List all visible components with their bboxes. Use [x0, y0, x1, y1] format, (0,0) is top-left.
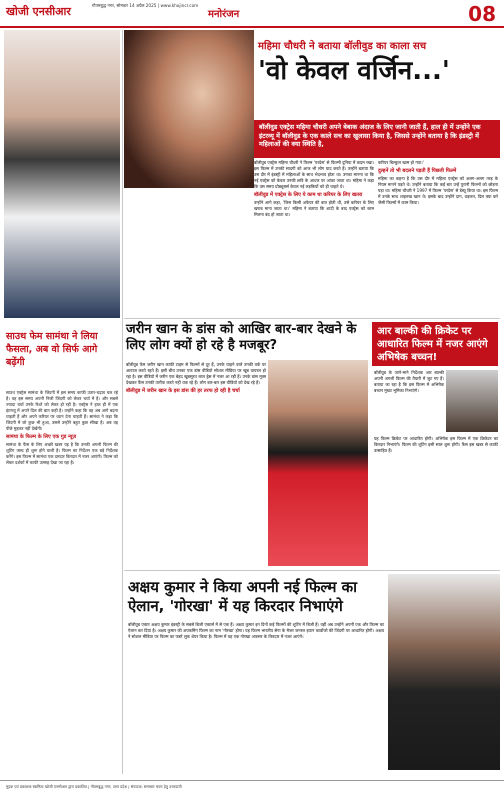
akshay-headline: अक्षय कुमार ने किया अपनी नई फिल्म का ऐलान, 'गोरखा' में यह किरदार निभाएंगे	[128, 578, 358, 615]
left-headline: साउथ फेम सामंथा ने लिया फैसला, अब वो सिर्फ आगे बढ़ेंगी	[6, 331, 98, 368]
left-body	[6, 390, 118, 466]
page-header	[0, 0, 504, 28]
left-body-text: साउथ एक्ट्रेस सामंथा के जिंदगी में इस समय काफी उतार-चढ़ाव चल रहे हैं। वह इस समय अपनी निजी जिंदगी को लेकर चर्चा में है। और सबसे ज्यादा चर्चा उनके रिश्ते को लेकर हो रही है। एक्ट्रेस ने हाल ही में एक इंटरव्यू में अपने दिल की बात कही है। उन्होंने कहा कि वह अब आगे बढ़ना चाहती हैं और अपने करियर पर ध्यान देना चाहती हैं। सामंथा ने कहा कि जिंदगी में जो कुछ भी हुआ, उससे उन्होंने बहुत कुछ सीखा है। अब वह पीछे मुड़कर नहीं देखेंगी।	[6, 390, 118, 431]
abhishek-photo	[446, 370, 498, 432]
newspaper-logo: खोजी एनसीआर	[6, 5, 71, 18]
page-number: 08	[468, 2, 496, 26]
left-body-text-2: सामंथा के फैंस के लिए अच्छी खबर यह है कि उनकी अगली फिल्म की शूटिंग जल्द ही शुरू होने वाली है। फिल्म का निर्देशन एक बड़े निर्देशक करेंगे। इस फिल्म में सामंथा एक दमदार किरदार में नजर आएंगी। फिल्म को लेकर दर्शकों में काफी उत्साह देखा जा रहा है।	[6, 442, 118, 465]
lead-subhead-2: दुल्हनें तो भी बदलने पड़ती हैं पिछली फिल्में	[378, 168, 457, 174]
abhishek-headline: आर बाल्की की क्रिकेट पर आधारित फिल्म में नजर आएंगे अभिषेक बच्चन!	[372, 322, 498, 366]
horizontal-divider-2	[124, 570, 500, 571]
zareen-headline: जरीन खान के डांस को आखिर बार-बार देखने के लिए लोग क्यों हो रहे है मजबूर?	[126, 322, 357, 353]
dateline: गौतमबुद्ध नगर, सोमवार 14 अप्रैल 2025 | www.khojincr.com	[92, 3, 199, 8]
samantha-photo	[4, 30, 120, 318]
lead-summary: बॉलीवुड एक्ट्रेस महिमा चौधरी अपने बेबाक अंदाज के लिए जानी जाती हैं, हाल ही में उन्होंने एक इंटरव्यू में बॉलीवुड के एक काले सच का खुलासा किया है, जिससे उन्होंने बताया है कि इंडस्ट्री में महिलाओं की क्या स्थिति है,	[254, 120, 500, 158]
abhishek-body-2: यह फिल्म क्रिकेट पर आधारित होगी। अभिषेक इस फिल्म में एक क्रिकेटर का किरदार निभाएंगे। फिल्म की शूटिंग इसी साल शुरू होगी। फैंस इस खबर से काफी उत्साहित हैं।	[374, 436, 498, 453]
zareen-body-text: बॉलीवुड फेम जरीन खान काफी टाइम से फिल्मों से दूर हैं, उनके चाहने वाले उनकी वर्क पर आवाज करते रहते हैं। इसी बीच उनका एक डांस वीडियो सोशल मीडिया पर खूब वायरल हो रहा है। इस वीडियो में जरीन एक बेहद खूबसूरत लाल ड्रेस में नजर आ रही हैं। उनके डांस मूव्स देखकर फैंस उनकी तारीफ करते नहीं थक रहे हैं। लोग बार-बार इस वीडियो को देख रहे हैं।	[126, 362, 266, 385]
lead-subhead-1: बॉलीवुड में एक्ट्रेस के लिए ये काम था करियर के लिए खतरा	[254, 192, 363, 198]
lead-column-1	[254, 160, 374, 218]
left-subhead: सामंथा के फिल्म के लिए एक गुड न्यूज़	[6, 434, 77, 440]
section-title: मनोरंजन	[208, 9, 240, 20]
page-footer: मुद्रक एवं प्रकाशक स्वामित्व खोजी एनसीआर द्वारा प्रकाशित | गौतमबुद्ध नगर, उत्तर प्रदेश | संपादक: समाचार चयन हेतु उत्तरदायी	[0, 780, 504, 800]
lead-col2b-text: महिमा का कहना है कि उस दौर में महिला एक्ट्रेस को अलग-अलग तरह के नियम मानने पड़ते थे। उन्होंने बताया कि कई बार उन्हें पुरानी फिल्मों को छोड़ना पड़ा था। महिमा चौधरी ने 1997 में फिल्म 'परदेस' से डेब्यू किया था। इस फिल्म में उनके साथ शाहरुख खान थे। इसके बाद उन्होंने दाग, धड़कन, दिल क्या करे जैसी फिल्मों में काम किया।	[378, 176, 498, 205]
horizontal-divider	[124, 318, 500, 319]
lead-kicker: महिमा चौधरी ने बताया बॉलीवुड का काला सच	[258, 41, 427, 52]
lead-headline: 'वो केवल वर्जिन...'	[258, 56, 450, 86]
lead-col1b-text: उन्होंने आगे कहा, 'जिस किसी अफेयर की बात होती थी, उसे करियर के लिए खराब माना जाता था।' महिमा ने बताया कि शादी के बाद एक्ट्रेस को काम मिलना बंद हो जाता था।	[254, 200, 374, 217]
lead-col2-text: करियर बिल्कुल खत्म हो गया।'	[378, 160, 424, 165]
column-divider	[122, 30, 123, 774]
lead-col1-text: बॉलीवुड एक्ट्रेस महिमा चौधरी ने फिल्म 'परदेस' से फिल्मी दुनिया में कदम रखा। इस फिल्म में उनकी सादगी को आज भी लोग याद करते हैं। उन्होंने बताया कि उस दौर में इंडस्ट्री में महिलाओं के साथ भेदभाव होता था। उनका मानना था कि नई एक्ट्रेस को केवल उनकी छवि के आधार पर आंका जाता था। महिमा ने कहा कि उस समय प्रोड्यूसर्स केवल नई लड़कियों को ही चाहते थे।	[254, 160, 374, 189]
lead-column-2	[378, 160, 498, 206]
abhishek-body: बॉलीवुड के जाने-माने निर्देशक आर बाल्की अपनी अगली फिल्म की तैयारी में जुट गए हैं। बताया जा रहा है कि इस फिल्म में अभिषेक बच्चन मुख्य भूमिका निभाएंगे।	[374, 370, 444, 393]
akshay-body: बॉलीवुड एक्टर अक्षय कुमार इंडस्ट्री के सबसे बिजी एक्टर्स में से एक हैं। अक्षय कुमार इन दिनों कई फिल्मों की शूटिंग में बिजी हैं। वहीं अब उन्होंने अपनी एक और फिल्म का ऐलान कर दिया है। अक्षय कुमार की अपकमिंग फिल्म का नाम 'गोरखा' होगा। यह फिल्म भारतीय सेना के मेजर जनरल इयान कार्डोजो की जिंदगी पर आधारित होगी। अक्षय ने सोशल मीडिया पर फिल्म का फर्स्ट लुक शेयर किया है। फिल्म में वह एक गोरखा अफसर के किरदार में नजर आएंगे।	[128, 622, 384, 639]
mahima-photo	[124, 30, 254, 188]
akshay-photo	[388, 574, 500, 770]
zareen-subhead: बॉलीवुड में जरीन खान के इस डांस की हर तरफ हो रही है चर्चा	[126, 388, 240, 394]
zareen-photo	[268, 360, 368, 566]
zareen-body	[126, 362, 266, 396]
